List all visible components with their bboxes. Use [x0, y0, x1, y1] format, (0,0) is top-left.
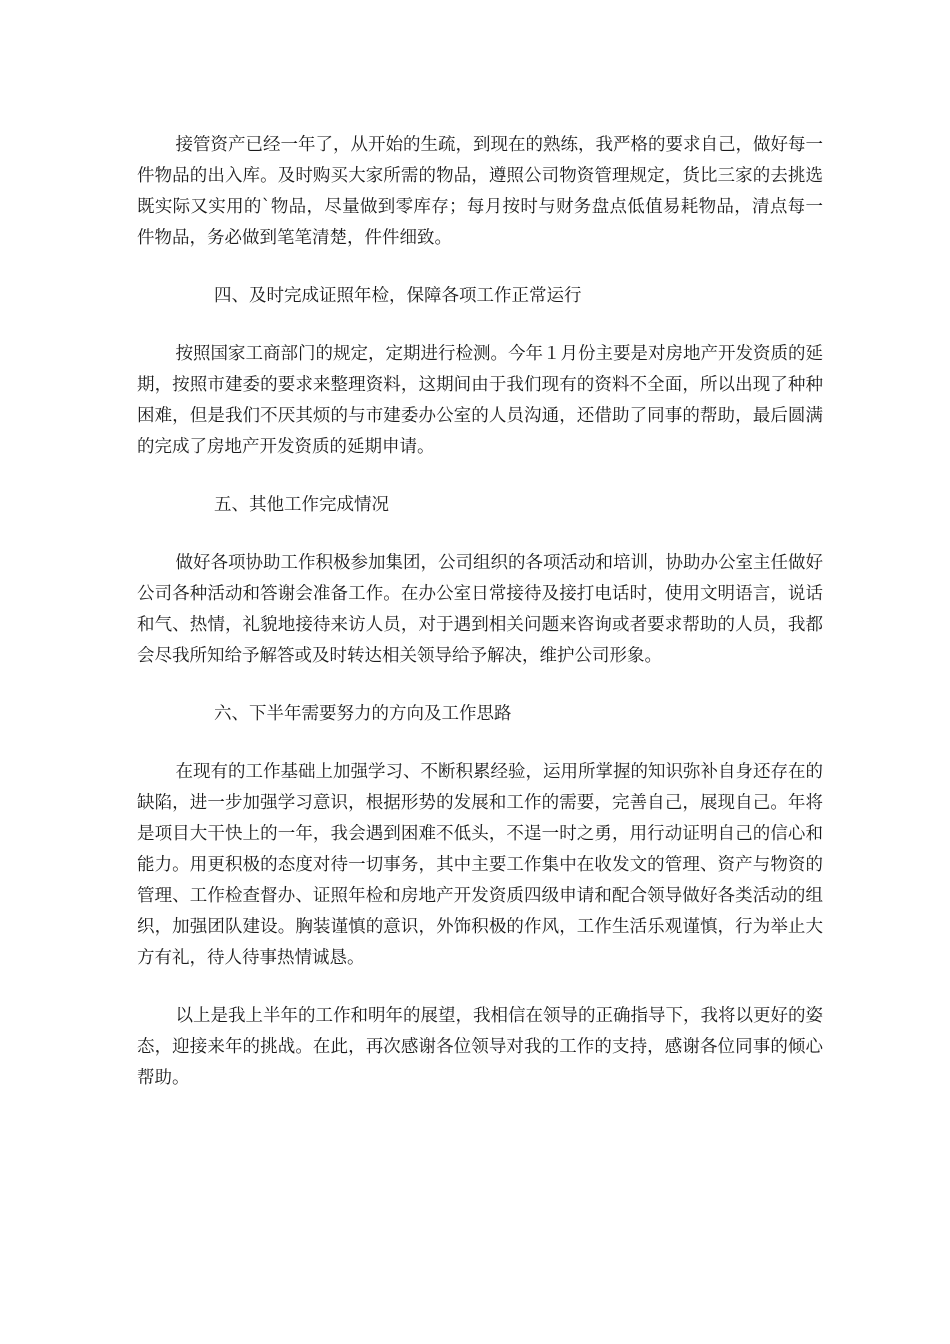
paragraph-license-inspection: 按照国家工商部门的规定，定期进行检测。今年１月份主要是对房地产开发资质的延期，按照市建委的要求来整理资料，这期间由于我们现有的资料不全面，所以出现了种种困难，但是我们不厌其烦的与市建委办公室的人员沟通，还借助了同事的帮助，最后圆满的完成了房地产开发资质的延期申请。 [137, 344, 823, 457]
document-body [137, 130, 823, 1121]
paragraph-other-work: 做好各项协助工作积极参加集团，公司组织的各项活动和培训，协助办公室主任做好公司各种活动和答谢会准备工作。在办公室日常接待及接打电话时，使用文明语言，说话和气、热情，礼貌地接待来访人员，对于遇到相关问题来咨询或者要求帮助的人员，我都会尽我所知给予解答或及时转达相关领导给予解决，维护公司形象。 [137, 553, 823, 666]
paragraph-asset-management: 接管资产已经一年了，从开始的生疏，到现在的熟练，我严格的要求自己，做好每一件物品的出入库。及时购买大家所需的物品，遵照公司物资管理规定，货比三家的去挑选既实际又实用的`物品，尽量做到零库存；每月按时与财务盘点低值易耗物品，清点每一件物品，务必做到笔笔清楚，件件细致。 [137, 135, 823, 248]
paragraph-future-plans: 在现有的工作基础上加强学习、不断积累经验，运用所掌握的知识弥补自身还存在的缺陷，进一步加强学习意识，根据形势的发展和工作的需要，完善自己，展现自己。年将是项目大干快上的一年，我会遇到困难不低头，不逞一时之勇，用行动证明自己的信心和能力。用更积极的态度对待一切事务，其中主要工作集中在收发文的管理、资产与物资的管理、工作检查督办、证照年检和房地产开发资质四级申请和配合领导做好各类活动的组织，加强团队建设。胸装谨慎的意识，外饰积极的作风，工作生活乐观谨慎，行为举止大方有礼，待人待事热情诚恳。 [137, 762, 823, 968]
paragraph-conclusion: 以上是我上半年的工作和明年的展望，我相信在领导的正确指导下，我将以更好的姿态，迎接来年的挑战。在此，再次感谢各位领导对我的工作的支持，感谢各位同事的倾心帮助。 [137, 1006, 823, 1088]
section-heading-5: 五、其他工作完成情况 [214, 495, 389, 515]
section-heading-4: 四、及时完成证照年检，保障各项工作正常运行 [214, 286, 582, 306]
section-heading-6: 六、下半年需要努力的方向及工作思路 [214, 704, 512, 724]
